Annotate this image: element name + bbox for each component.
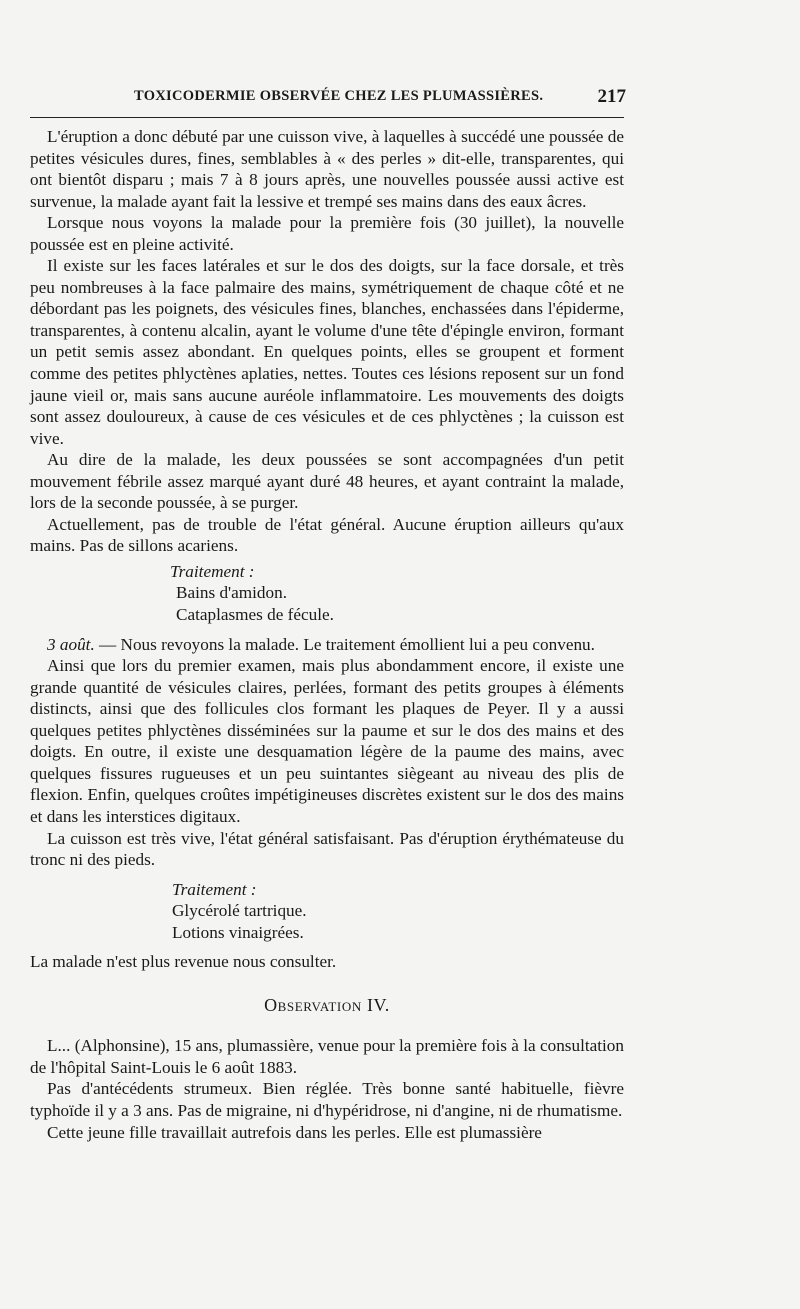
paragraph: Il existe sur les faces latérales et sur le dos des doigts, sur la face dorsale, et très peu nombreuses à la face palmaire des mains, symétriquement de chaque côté et ne débordant pas les poignets, des vésicules fines, blanches, enchassées dans l'épiderme, transparentes, à contenu alcalin, ayant le volume d'une tête d'épingle environ, formant un petit semis assez abondant. En quelques points, elles se groupent et forment comme des petites phlyctènes aplaties, nettes. Toutes ces lésions reposent sur un fond jaune vieil or, mais sans aucune auréole inflammatoire. Les mouvements des doigts sont assez douloureux, à cause de ces vésicules et de ces phlyctènes ; la cuisson est vive.	[30, 256, 624, 448]
treatment-title: Traitement :	[172, 879, 257, 899]
header-rule	[30, 117, 624, 118]
spacer	[30, 943, 624, 951]
paragraph: La malade n'est plus revenue nous consulter.	[30, 952, 337, 972]
treatment-block	[30, 879, 624, 944]
page-header	[30, 86, 626, 108]
paragraph	[30, 634, 624, 656]
running-title: TOXICODERMIE OBSERVÉE CHEZ LES PLUMASSIÈRES.	[134, 88, 544, 104]
paragraph: Actuellement, pas de trouble de l'état général. Aucune éruption ailleurs qu'aux mains. Pas de sillons acariens.	[30, 514, 624, 556]
treatment-block	[30, 561, 624, 626]
treatment-item: Cataplasmes de fécule.	[176, 605, 334, 625]
spacer	[30, 871, 624, 879]
paragraph: La cuisson est très vive, l'état général satisfaisant. Pas d'éruption érythémateuse du tronc ni des pieds.	[30, 828, 624, 870]
observation-heading: Observation IV.	[264, 994, 390, 1015]
paragraph: Pas d'antécédents strumeux. Bien réglée. Très bonne santé habituelle, fièvre typhoïde il y a 3 ans. Pas de migraine, ni d'hypéridrose, ni d'angine, ni de rhumatisme.	[30, 1079, 624, 1120]
paragraph: Au dire de la malade, les deux poussées se sont accompagnées d'un petit mouvement fébrile assez marqué ayant duré 48 heures, et ayant contraint la malade, lors de la seconde poussée, à se purger.	[30, 450, 624, 513]
paragraph: L... (Alphonsine), 15 ans, plumassière, venue pour la première fois à la consultation de l'hôpital Saint-Louis le 6 août 1883.	[30, 1036, 624, 1077]
paragraph: Lorsque nous voyons la malade pour la première fois (30 juillet), la nouvelle poussée est en pleine activité.	[30, 213, 624, 254]
treatment-item: Glycérolé tartrique.	[172, 901, 307, 921]
paragraph-text: — Nous revoyons la malade. Le traitement émollient lui a peu convenu.	[94, 634, 595, 654]
paragraph: Cette jeune fille travaillait autrefois dans les perles. Elle est plumassière	[47, 1122, 542, 1142]
treatment-title: Traitement :	[170, 561, 255, 581]
date-label: 3 août.	[47, 634, 95, 654]
paragraph: L'éruption a donc débuté par une cuisson vive, à laquelles à succédé une poussée de petites vésicules dures, fines, semblables à « des perles » dit-elle, transparentes, qui ont bientôt disparu ; mais 7 à 8 jours après, une nouvelles poussée aussi active est survenue, la malade ayant fait la lessive et trempé ses mains dans des eaux âcres.	[30, 127, 624, 211]
treatment-item: Bains d'amidon.	[176, 583, 287, 603]
paragraph: Ainsi que lors du premier examen, mais plus abondamment encore, il existe une grande quantité de vésicules claires, perlées, formant des petits groupes à éléments distincts, ainsi que des follicules clos formant les plaques de Peyer. Il y a aussi quelques petites phlyctènes disséminées sur la paume et sur le dos des mains et des doigts. En outre, il existe une desquamation légère de la paume des mains, avec quelques fissures rugueuses et un peu suintantes siègeant au niveau des plis de flexion. Enfin, quelques croûtes impétigineuses discrètes existent sur le dos des mains et dans les interstices digitaux.	[30, 656, 624, 826]
page-body	[30, 126, 624, 1143]
treatment-item: Lotions vinaigrées.	[172, 922, 304, 942]
spacer	[30, 626, 624, 634]
page-number: 217	[597, 86, 626, 107]
